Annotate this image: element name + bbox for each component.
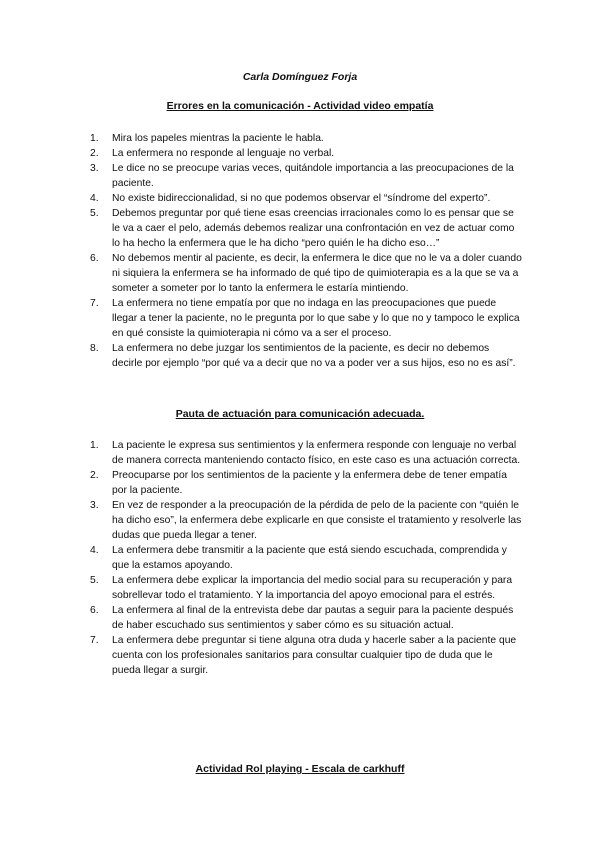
list-item: 2. La enfermera no responde al lenguaje no verbal. [90,148,335,159]
list-item: 1. La paciente le expresa sus sentimientos y la enfermera responde con lenguaje no verbal de manera correcta manteniendo contacto físico, en este caso es una actuación correcta. [90,440,521,466]
section-heading-pauta: Pauta de actuación para comunicación adecuada. [175,408,425,420]
list-item: 3. En vez de responder a la preocupación de la pérdida de pelo de la paciente con “quién le ha dicho eso”, la enfermera debe explicarle en que consiste el tratamiento y resolverle las dudas que pueda llegar a tener. [90,500,522,541]
list-item: 1. Mira los papeles mientras la paciente le habla. [90,133,324,144]
list-item: 6. La enfermera al final de la entrevista debe dar pautas a seguir para la paciente después de haber escuchado sus sentimientos y saber cómo es su situación actual. [90,605,514,631]
list-item: 4. La enfermera debe transmitir a la paciente que está siendo escuchada, comprendida y que la estamos apoyando. [90,545,507,571]
list-item: 6. No debemos mentir al paciente, es decir, la enfermera le dice que no le va a doler cuando ni siquiera la enfermera se ha informado de qué tipo de quimioterapia es a la que se va a someter a someter por lo tanto la enfermera le estaría mintiendo. [90,253,522,294]
author-name: Carla Domínguez Forja [242,71,358,83]
list-item: 2. Preocuparse por los sentimientos de la paciente y la enfermera debe de tener empatía por la paciente. [90,470,507,496]
pauta-list [90,438,522,678]
section-heading-rol-playing: Actividad Rol playing - Escala de carkhuff [195,763,405,775]
list-item: 5. La enfermera debe explicar la importancia del medio social para su recuperación y para sobrellevar todo el tratamiento. Y la importancia del apoyo emocional para el estrés. [90,575,513,601]
errores-list [90,131,522,371]
section-heading-errores: Errores en la comunicación - Actividad video empatía [166,100,434,112]
list-item: 4. No existe bidireccionalidad, si no que podemos observar el “síndrome del experto”. [90,193,491,204]
list-item: 3. Le dice no se preocupe varias veces, quitándole importancia a las preocupaciones de la paciente. [90,163,514,189]
list-item: 8. La enfermera no debe juzgar los sentimientos de la paciente, es decir no debemos decirle por ejemplo “por qué va a decir que no va a poder ver a sus hijos, eso no es así”. [90,343,516,369]
list-item: 7. La enfermera debe preguntar si tiene alguna otra duda y hacerle saber a la paciente que cuenta con los profesionales sanitarios para consultar cualquier tipo de duda que le pueda llegar a surgir. [90,635,517,676]
list-item: 5. Debemos preguntar por qué tiene esas creencias irracionales como lo es pensar que se le va a caer el pelo, además debemos realizar una confrontación en vez de actuar como lo ha hecho la enfermera que le ha dicho “pero quién le ha dicho eso…” [90,208,515,249]
list-item: 7. La enfermera no tiene empatía por que no indaga en las preocupaciones que puede llegar a tener la paciente, no le pregunta por lo que sabe y lo que no y tampoco le explica en qué consiste la quimioterapia ni cómo va a ser el proceso. [90,298,520,339]
